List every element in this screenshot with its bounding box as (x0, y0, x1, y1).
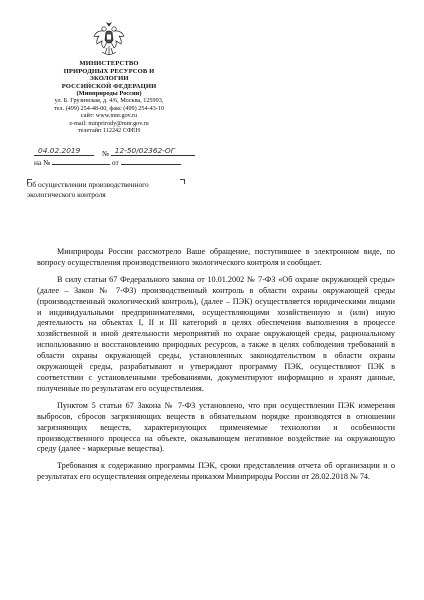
russian-coat-of-arms-icon (92, 22, 126, 58)
ministry-line: ПРИРОДНЫХ РЕСУРСОВ И ЭКОЛОГИИ (63, 67, 155, 83)
number-field (111, 146, 195, 156)
ref-prefix: на № (34, 158, 51, 167)
contact-site: сайт: www.mnr.gov.ru (80, 112, 138, 119)
letter-body (37, 247, 395, 489)
body-paragraph: Пунктом 5 статьи 67 Закона № 7-ФЗ установлено, что при осуществлении ПЭК измерения выбросов, сбросов загрязняющих веществ в обязательном порядке производятся в отношении загрязняющих веществ, характеризующих применяемые технологии и особенности производственного процесса на объекте, оказывающем негативное воздействие на окружающую среду (далее - маркерные вещества). (37, 400, 395, 454)
body-paragraph: В силу статьи 67 Федерального закона от 10.01.2002 № 7-ФЗ «Об охране окружающей среды» (далее – Закон № 7-ФЗ) производственный контроль в области охраны окружающей среды (производственный экологический контроль), (далее – ПЭК) осуществляется юридическими лицами и индивидуальными предпринимателями, осуществляющими хозяйственную и (или) иную деятельность на объектах I, II и III категорий в целях обеспечения выполнения в процессе хозяйственной и иной деятельности мероприятий по охране окружающей среды, рациональному использованию и восстановлению природных ресурсов, а также в целях соблюдения требований в области охраны окружающей среды, установленных законодательством в области охраны окружающей среды, разрабатывают и утверждают программу ПЭК, осуществляют ПЭК в соответствии с установленными требованиями, документируют информацию и хранят данные, полученные по результатам его осуществления. (37, 274, 395, 393)
ministry-letterhead (48, 60, 170, 98)
number-prefix: № (101, 149, 109, 158)
date-field (34, 146, 94, 156)
registration-date: 04.02.2019 (38, 146, 81, 155)
ref-date-field (121, 158, 181, 165)
registration-number: 12-50/02362-ОГ (114, 146, 175, 155)
ref-from: от (111, 158, 119, 167)
subject-line: экологического контроля (27, 190, 106, 200)
contact-phone: тел. (499) 254-48-00, факс (499) 254-43-10 (53, 104, 165, 112)
reference-line (34, 158, 181, 167)
ministry-line: МИНИСТЕРСТВО (79, 60, 139, 67)
contact-address: ул. Б. Грузинская, д. 4/6, Москва, 125993, (54, 97, 164, 104)
body-paragraph: Минприроды России рассмотрело Ваше обращение, поступившее в электронном виде, по вопросу осуществления производственного экологического контроля и сообщает. (37, 247, 395, 267)
ministry-contacts (48, 97, 170, 135)
registration-line (34, 146, 195, 158)
body-paragraph: Требования к содержанию программы ПЭК, сроки представления отчета об организации и о результатах его осуществления определены приказом Минприроды России от 28.02.2018 № 74. (37, 461, 395, 482)
ministry-line: РОССИЙСКОЙ ФЕДЕРАЦИИ (61, 82, 157, 90)
ministry-short-name: (Минприроды России) (76, 90, 142, 98)
subject-line: Об осуществлении производственного (27, 180, 149, 189)
ref-number-field (52, 158, 110, 165)
contact-email: e-mail: minprirody@mnr.gov.ru (69, 119, 149, 127)
letter-subject (27, 180, 197, 200)
contact-teletype: телетайп 112242 СФЕН (77, 127, 141, 134)
